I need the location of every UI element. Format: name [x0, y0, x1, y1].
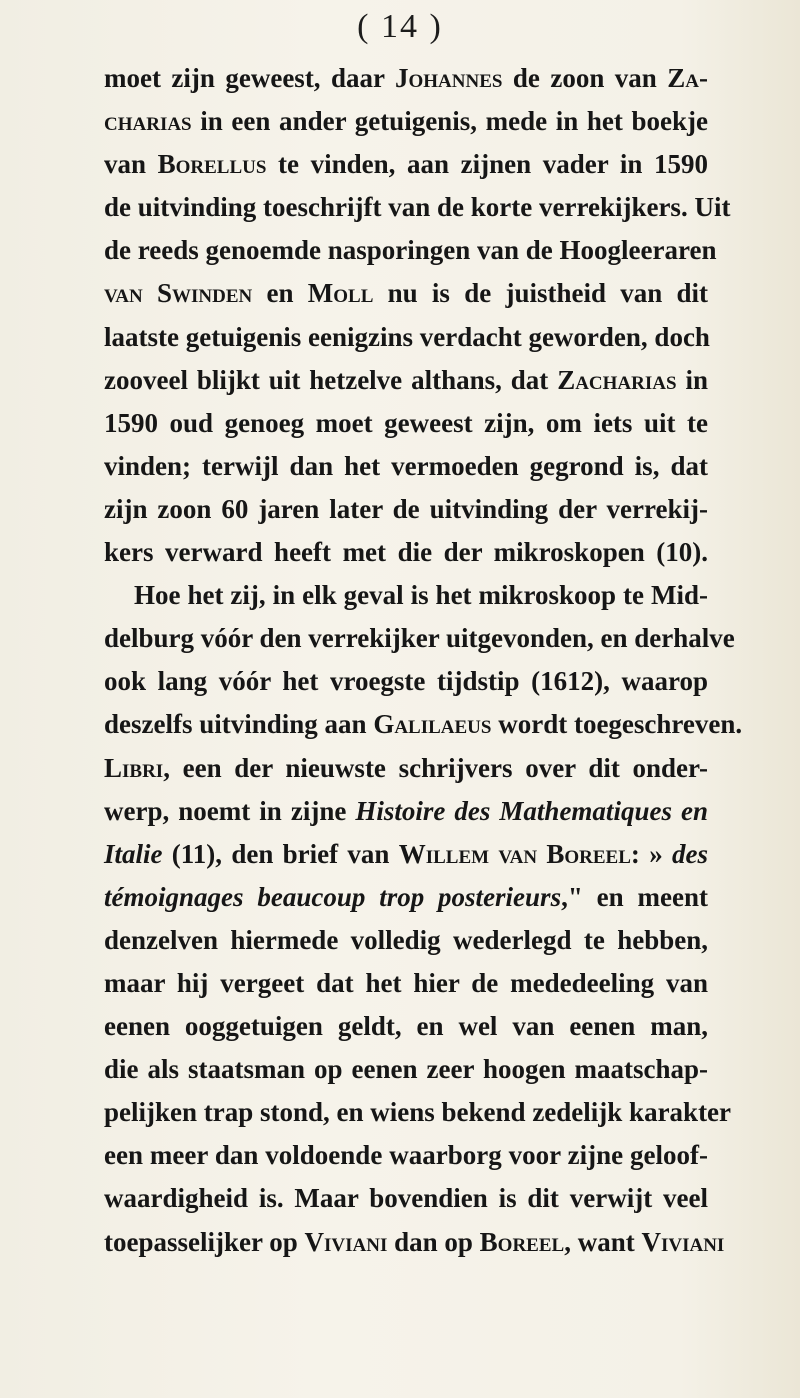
- text-segment: delburg vóór den verrekijker uitgevonden, en derhalve: [104, 623, 735, 654]
- text-segment: wordt toegeschreven.: [491, 709, 743, 740]
- text-segment: toepasselijker op: [104, 1226, 305, 1257]
- text-line: [104, 617, 735, 660]
- small-caps-name: Galilaeus: [373, 709, 492, 740]
- small-caps-name: Willem van Boreel: [398, 838, 631, 869]
- small-caps-name: Viviani: [304, 1226, 388, 1257]
- text-segment: vinden; terwijl dan het vermoeden gegrond is, dat: [104, 450, 708, 481]
- text-segment: ," en meent: [561, 881, 708, 912]
- text-line: [104, 833, 708, 876]
- small-caps-name: Borellus: [157, 149, 267, 180]
- small-caps-name: Za-: [667, 63, 708, 93]
- text-segment: een meer dan voldoende waarborg voor zijne geloof-: [104, 1140, 708, 1171]
- text-segment: maar hij vergeet dat het hier de mededeeling van: [104, 967, 708, 998]
- small-caps-name: charias: [104, 106, 192, 137]
- text-line: [104, 919, 708, 962]
- text-line: [104, 1134, 708, 1177]
- text-segment: zijn zoon 60 jaren later de uitvinding der verrekij-: [104, 493, 708, 524]
- text-segment: Hoe het zij, in elk geval is het mikroskoop te Mid-: [134, 580, 708, 611]
- text-segment: : »: [630, 838, 672, 869]
- text-line: [104, 962, 708, 1005]
- small-caps-name: Libri: [104, 752, 164, 783]
- italic-title: Histoire des Mathematiques en: [355, 795, 708, 826]
- text-segment: pelijken trap stond, en wiens bekend zedelijk karakter: [104, 1097, 732, 1128]
- text-segment: laatste getuigenis eenigzins verdacht geworden, doch: [104, 321, 710, 352]
- text-line: [104, 143, 708, 186]
- text-line: [104, 703, 743, 746]
- text-segment: en: [252, 278, 308, 309]
- text-line: [104, 359, 708, 402]
- text-segment: werp, noemt in zijne: [104, 795, 356, 826]
- text-segment: de uitvinding toeschrijft van de korte verrekijkers. Uit: [104, 192, 731, 223]
- text-line: [104, 1221, 725, 1264]
- text-segment: dan op: [387, 1226, 480, 1257]
- text-segment: in een ander getuigenis, mede in het boekje: [191, 106, 708, 137]
- text-line: [104, 1005, 708, 1048]
- small-caps-name: van Swinden: [104, 278, 253, 309]
- text-line: [104, 1048, 708, 1091]
- text-line: [104, 229, 717, 272]
- text-segment: waardigheid is. Maar bovendien is dit verwijt veel: [104, 1183, 708, 1214]
- text-line: [104, 1091, 732, 1134]
- text-segment: zooveel blijkt uit hetzelve althans, dat: [104, 364, 558, 395]
- italic-title: Italie: [104, 838, 163, 869]
- text-line: [104, 272, 708, 315]
- text-line: [104, 747, 708, 790]
- text-line: [104, 790, 708, 833]
- text-segment: de zoon van: [502, 63, 668, 93]
- text-segment: deszelfs uitvinding aan: [104, 709, 374, 740]
- text-line: [104, 316, 708, 359]
- text-line: [104, 488, 708, 531]
- text-segment: , want: [564, 1226, 642, 1257]
- text-line: [104, 57, 708, 100]
- text-segment: ook lang vóór het vroegste tijdstip (1612), waarop: [104, 666, 708, 697]
- text-segment: (11), den brief van: [162, 838, 399, 869]
- body-text: [104, 57, 743, 1264]
- text-line: [104, 402, 708, 445]
- small-caps-name: Moll: [307, 278, 374, 309]
- small-caps-name: Boreel: [479, 1226, 565, 1257]
- text-segment: moet zijn geweest, daar: [104, 63, 395, 93]
- text-segment: eenen ooggetuigen geldt, en wel van eenen man,: [104, 1011, 708, 1042]
- italic-title: témoignages beaucoup trop posterieurs: [104, 881, 562, 912]
- text-line: [104, 574, 708, 617]
- text-line: [104, 445, 708, 488]
- text-segment: nu is de juistheid van dit: [373, 278, 709, 309]
- text-segment: denzelven hiermede volledig wederlegd te hebben,: [104, 924, 708, 955]
- small-caps-name: Zacharias: [557, 364, 677, 395]
- text-segment: in: [676, 364, 708, 395]
- text-line: [104, 100, 708, 143]
- small-caps-name: Johannes: [394, 63, 503, 93]
- text-segment: die als staatsman op eenen zeer hoogen maatschap-: [104, 1054, 708, 1085]
- italic-title: des: [671, 838, 708, 869]
- text-line: [104, 1177, 708, 1220]
- page-number: ( 14 ): [357, 8, 443, 45]
- text-segment: 1590 oud genoeg moet geweest zijn, om iets uit te: [104, 407, 708, 438]
- text-line: [104, 531, 708, 574]
- text-segment: te vinden, aan zijnen vader in 1590: [266, 149, 708, 180]
- text-segment: , een der nieuwste schrijvers over dit onder-: [163, 752, 708, 783]
- text-line: [104, 186, 731, 229]
- text-line: [104, 876, 708, 919]
- text-line: [104, 660, 708, 703]
- text-segment: van: [104, 149, 158, 180]
- small-caps-name: Viviani: [641, 1226, 725, 1257]
- text-segment: kers verward heeft met die der mikroskopen (10).: [104, 537, 708, 568]
- text-segment: de reeds genoemde nasporingen van de Hoogleeraren: [104, 235, 717, 266]
